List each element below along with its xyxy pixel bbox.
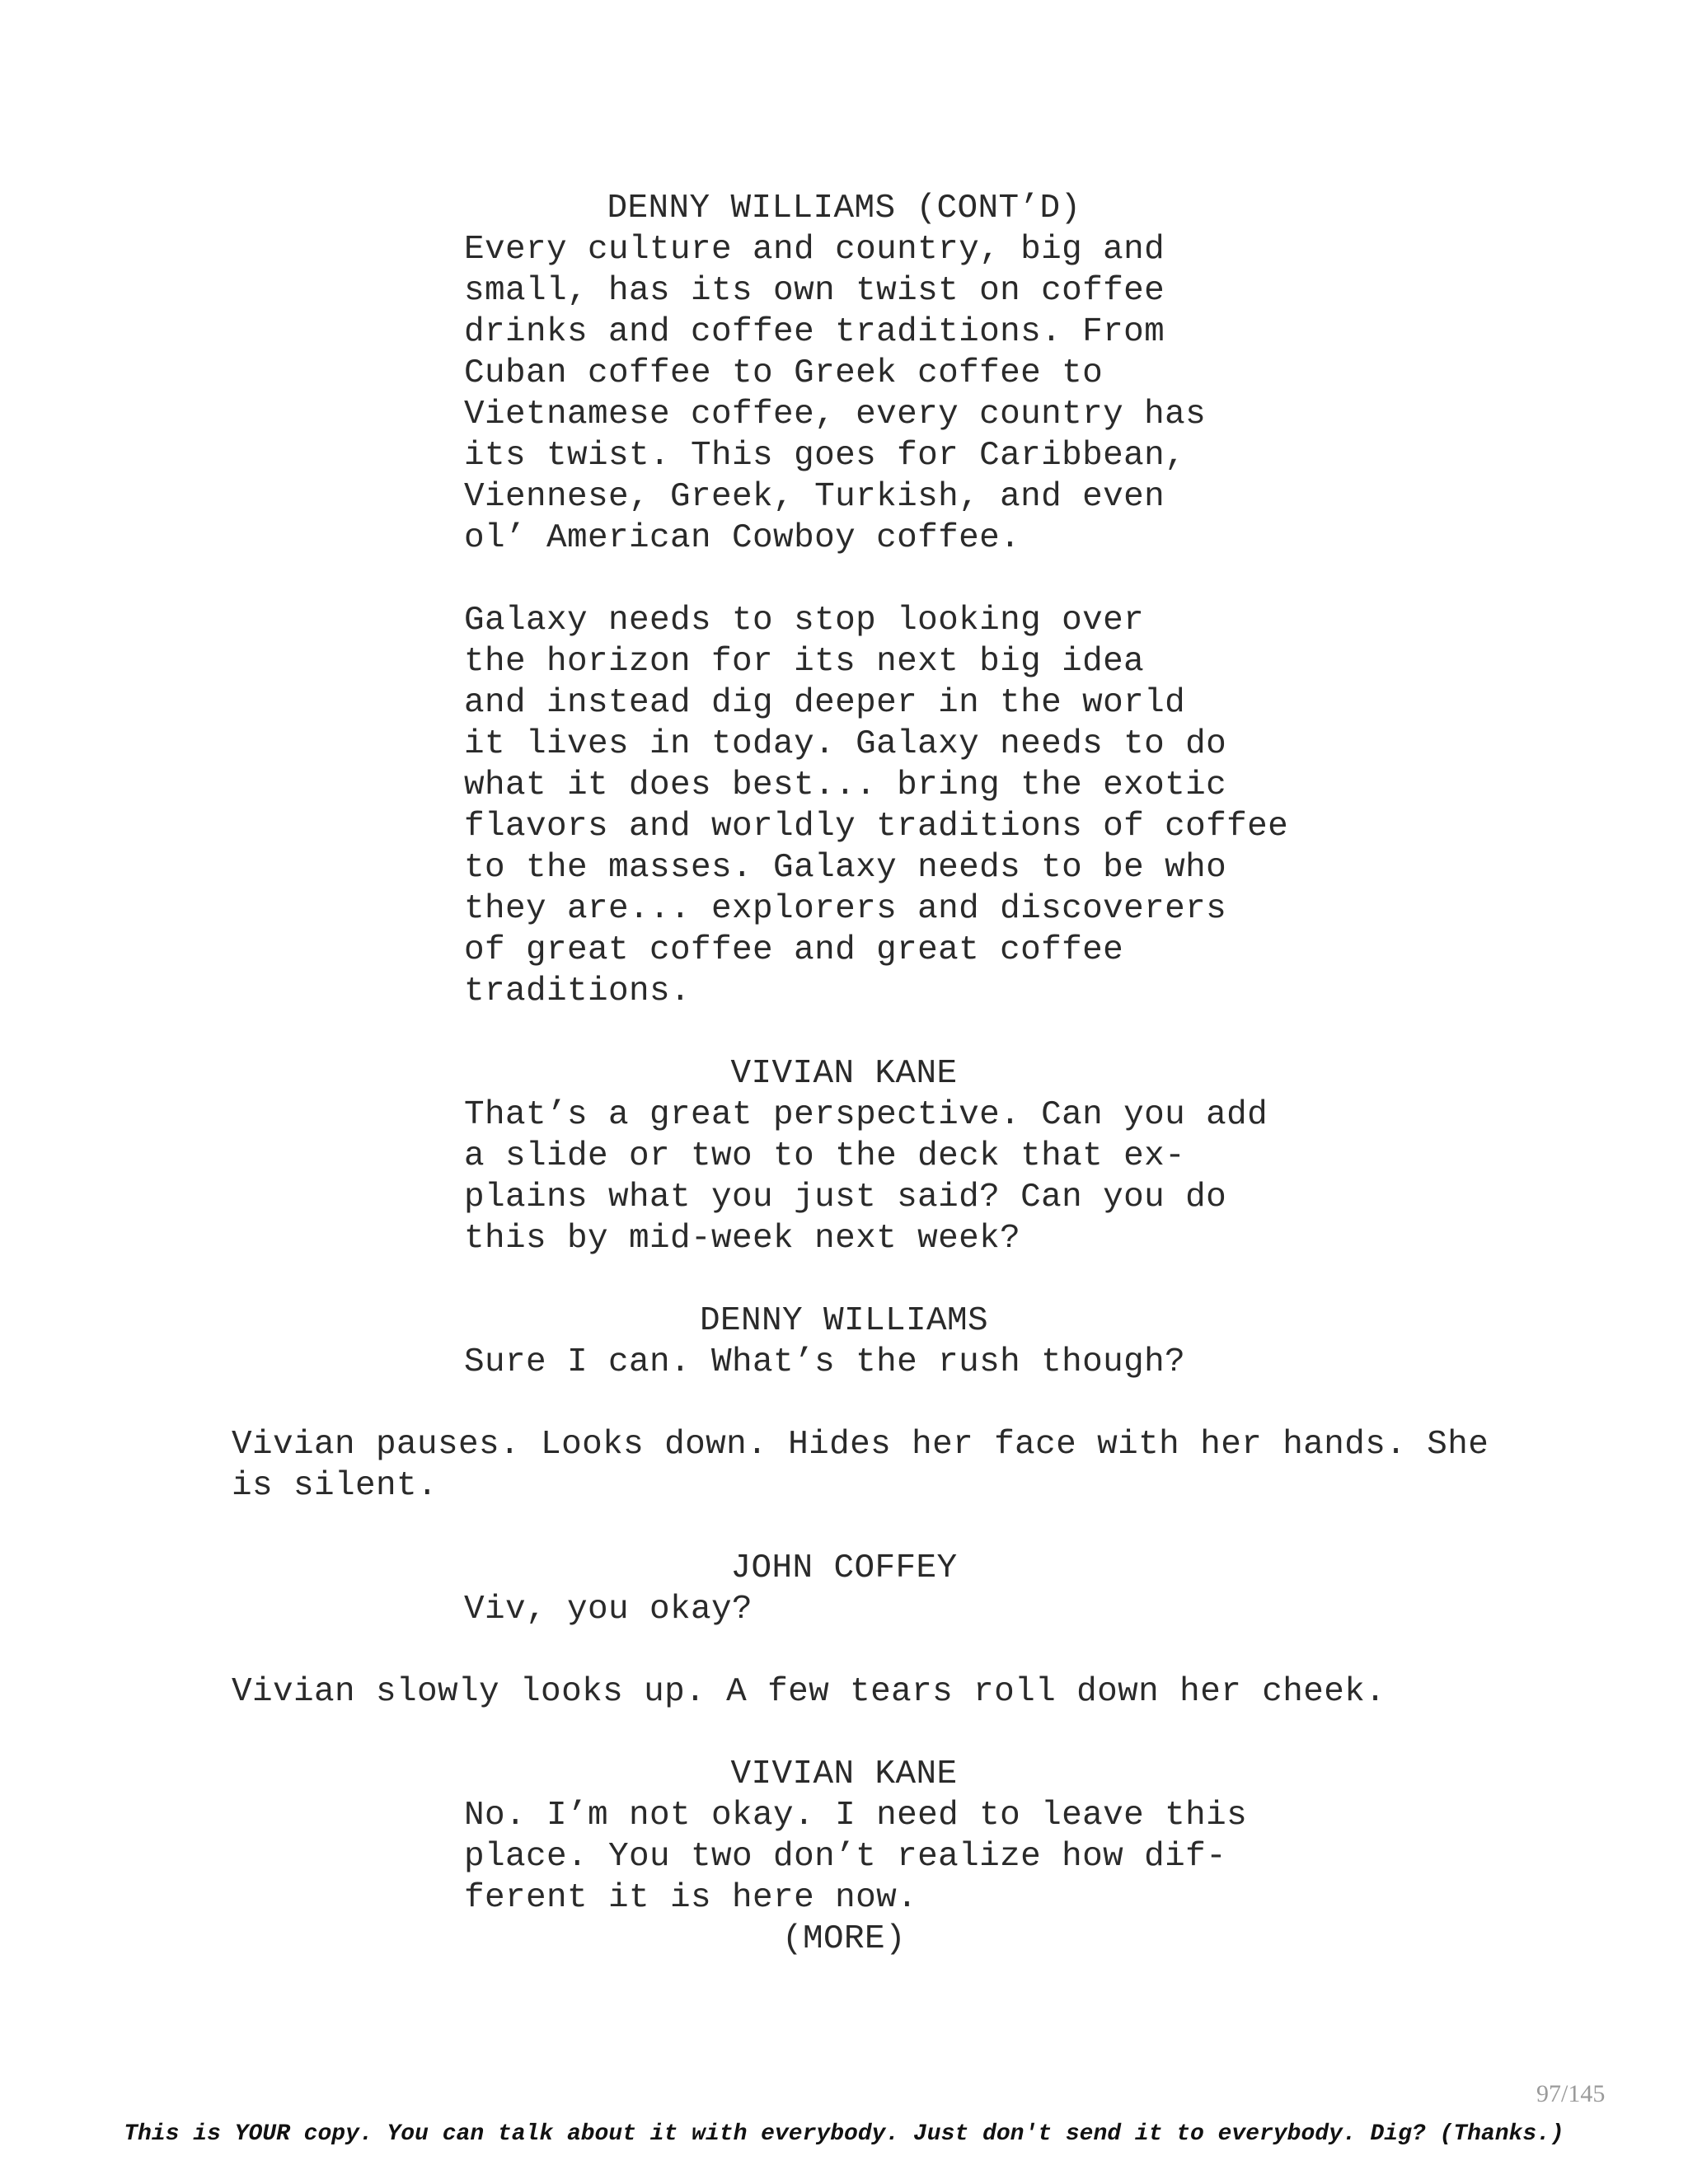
dialogue-line: plains what you just said? Can you do: [464, 1179, 1227, 1216]
character-name: VIVIAN KANE: [730, 1055, 958, 1093]
dialogue-line: Viennese, Greek, Turkish, and even: [464, 478, 1165, 516]
page-number: 97/145: [1536, 2080, 1606, 2107]
dialogue-line: That’s a great perspective. Can you add: [464, 1096, 1268, 1134]
dialogue-line: ferent it is here now.: [464, 1879, 918, 1917]
dialogue-line: Vietnamese coffee, every country has: [464, 396, 1207, 434]
dialogue-line: they are... explorers and discoverers: [464, 890, 1227, 928]
action-line: Vivian slowly looks up. A few tears roll down her cheek.: [232, 1673, 1386, 1711]
dialogue-line: place. You two don’t realize how dif-: [464, 1838, 1227, 1876]
character-name: JOHN COFFEY: [730, 1549, 958, 1587]
action-line: Vivian pauses. Looks down. Hides her face with her hands. She: [232, 1426, 1489, 1464]
character-name: DENNY WILLIAMS (CONT’D): [607, 190, 1081, 227]
dialogue-line: flavors and worldly traditions of coffee: [464, 808, 1289, 846]
dialogue-line: a slide or two to the deck that ex-: [464, 1137, 1186, 1175]
dialogue-line: Cuban coffee to Greek coffee to: [464, 354, 1104, 392]
dialogue-line: small, has its own twist on coffee: [464, 272, 1165, 310]
dialogue-line: Every culture and country, big and: [464, 231, 1165, 269]
dialogue-line: and instead dig deeper in the world: [464, 684, 1186, 722]
dialogue-line: to the masses. Galaxy needs to be who: [464, 849, 1227, 887]
action-line: is silent.: [232, 1467, 438, 1505]
footer-copy-notice: This is YOUR copy. You can talk about it with everybody. Just don't send it to everybody. Dig? (Thanks.): [124, 2121, 1564, 2147]
dialogue-line: traditions.: [464, 972, 692, 1010]
dialogue-line: Sure I can. What’s the rush though?: [464, 1343, 1186, 1381]
dialogue-line: ol’ American Cowboy coffee.: [464, 519, 1021, 557]
dialogue-line: it lives in today. Galaxy needs to do: [464, 725, 1227, 763]
more-marker: (MORE): [781, 1920, 907, 1958]
dialogue-line: drinks and coffee traditions. From: [464, 313, 1165, 351]
dialogue-line: Galaxy needs to stop looking over: [464, 602, 1145, 640]
character-name: DENNY WILLIAMS: [699, 1302, 989, 1340]
dialogue-line: its twist. This goes for Caribbean,: [464, 437, 1186, 475]
dialogue-line: what it does best... bring the exotic: [464, 766, 1227, 804]
dialogue-line: Viv, you okay?: [464, 1591, 753, 1629]
dialogue-line: No. I’m not okay. I need to leave this: [464, 1797, 1248, 1835]
character-name: VIVIAN KANE: [730, 1755, 958, 1793]
dialogue-line: of great coffee and great coffee: [464, 931, 1124, 969]
dialogue-line: this by mid-week next week?: [464, 1220, 1021, 1258]
dialogue-line: the horizon for its next big idea: [464, 643, 1145, 681]
